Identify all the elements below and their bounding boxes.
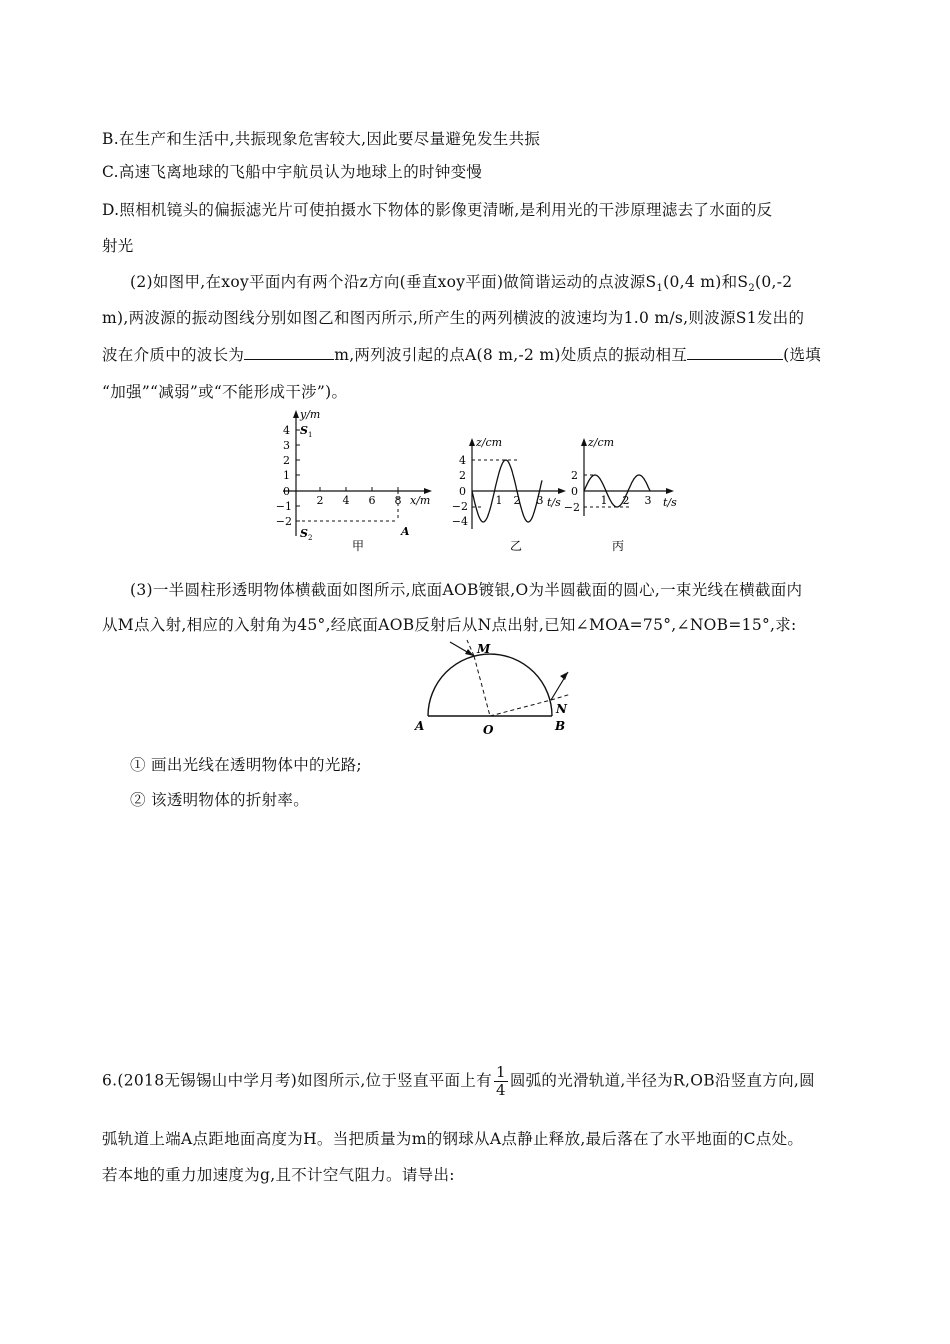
jia-s2-sub: 2 — [308, 534, 313, 542]
yi-caption: 乙 — [509, 539, 523, 553]
part2-line3-a: 波在介质中的波长为 — [102, 346, 245, 364]
part2-line1-c: (0,-2 — [754, 273, 793, 291]
jia-s1-sub: 1 — [308, 431, 313, 439]
fraction-quarter — [494, 1064, 508, 1099]
semi-label-a: A — [415, 719, 425, 733]
jia-ytick: 1 — [283, 469, 290, 482]
subscript-2: 2 — [748, 283, 755, 295]
bing-ytick: 0 — [571, 485, 578, 498]
bing-xlabel: t/s — [663, 496, 677, 509]
jia-ytick: 0 — [283, 485, 290, 498]
part2-line3-c: (选填 — [783, 346, 822, 364]
option-d-line2: 射光 — [102, 237, 134, 255]
bing-ylabel: z/cm — [588, 436, 615, 449]
yi-ytick: 0 — [459, 485, 466, 498]
semi-label-m: M — [477, 642, 491, 656]
part3-line2: 从M点入射,相应的入射角为45°,经底面AOB反射后从N点出射,已知∠MOA=75°,∠NOB=15°,求: — [102, 616, 797, 634]
sub-question-1: ① 画出光线在透明物体中的光路; — [130, 756, 362, 774]
semi-label-o: O — [483, 723, 494, 737]
part2-line1 — [130, 270, 792, 294]
yi-ytick: 4 — [459, 454, 466, 467]
option-d-line1: D.照相机镜头的偏振滤光片可使拍摄水下物体的影像更清晰,是利用光的干涉原理滤去了水面的反 — [102, 201, 773, 219]
yi-ylabel: z/cm — [476, 436, 503, 449]
option-c: C.高速飞离地球的飞船中宇航员认为地球上的时钟变慢 — [102, 163, 483, 181]
figure-jia — [275, 404, 438, 554]
q6-line2: 弧轨道上端A点距地面高度为H。当把质量为m的钢球从A点静止释放,最后落在了水平地面的C点处。 — [102, 1130, 804, 1148]
fraction-denominator: 4 — [495, 1081, 506, 1099]
part2-line1-b: (0,4 m)和S — [663, 273, 749, 291]
bing-ytick: −2 — [563, 501, 580, 514]
jia-xtick: 8 — [394, 494, 402, 507]
part2-line3 — [102, 343, 821, 365]
yi-ytick: 2 — [459, 469, 466, 482]
part3-line1: (3)一半圆柱形透明物体横截面如图所示,底面AOB镀银,O为半圆截面的圆心,一束光线在横截面内 — [130, 581, 803, 599]
jia-ytick: −1 — [275, 500, 292, 513]
part2-line4: “加强”“减弱”或“不能形成干涉”)。 — [102, 383, 348, 401]
answer-blank-interference[interactable] — [687, 344, 783, 360]
jia-point-a: A — [401, 525, 410, 538]
jia-xtick: 2 — [316, 494, 324, 507]
q6-line1-a: 6.(2018无锡锡山中学月考)如图所示,位于竖直平面上有 — [102, 1071, 492, 1090]
jia-ytick: 4 — [283, 424, 290, 437]
yi-xlabel: t/s — [547, 496, 561, 509]
sub-question-2: ② 该透明物体的折射率。 — [130, 791, 310, 809]
yi-ytick: −2 — [451, 500, 468, 513]
semi-label-b: B — [555, 719, 566, 733]
q6-line1 — [102, 1064, 815, 1099]
jia-caption: 甲 — [351, 539, 365, 553]
yi-xtick: 3 — [536, 494, 544, 507]
jia-xtick: 4 — [342, 494, 350, 507]
figure-semicircle — [405, 636, 585, 741]
figure-yi — [450, 434, 570, 554]
yi-ytick: −4 — [451, 515, 468, 528]
figure-bing — [560, 434, 690, 554]
bing-ytick: 2 — [571, 469, 578, 482]
jia-ytick: 2 — [283, 454, 290, 467]
jia-ytick: −2 — [275, 515, 292, 528]
option-b: B.在生产和生活中,共振现象危害较大,因此要尽量避免发生共振 — [102, 130, 541, 148]
part2-line3-b: m,两列波引起的点A(8 m,-2 m)处质点的振动相互 — [334, 346, 688, 364]
part2-line1-a: (2)如图甲,在xoy平面内有两个沿z方向(垂直xoy平面)做简谐运动的点波源S — [130, 273, 657, 291]
part2-line2: m),两波源的振动图线分别如图乙和图丙所示,所产生的两列横波的波速均为1.0 m/s,则波源S1发出的 — [102, 309, 805, 327]
jia-s1: S — [300, 424, 308, 437]
jia-ytick: 3 — [283, 439, 290, 452]
jia-s2: S — [300, 527, 308, 540]
fraction-numerator: 1 — [495, 1063, 506, 1081]
q6-line3: 若本地的重力加速度为g,且不计空气阻力。请导出: — [102, 1166, 455, 1184]
yi-xtick: 2 — [513, 494, 521, 507]
jia-ylabel: y/m — [300, 408, 321, 421]
q6-line1-b: 圆弧的光滑轨道,半径为R,OB沿竖直方向,圆 — [509, 1071, 815, 1090]
bing-xtick: 2 — [622, 494, 630, 507]
semi-label-n: N — [556, 702, 567, 716]
jia-xtick: 6 — [368, 494, 376, 507]
answer-blank-wavelength[interactable] — [244, 344, 334, 360]
bing-xtick: 3 — [644, 494, 652, 507]
bing-caption: 丙 — [611, 539, 625, 553]
bing-xtick: 1 — [600, 494, 608, 507]
yi-xtick: 1 — [495, 494, 503, 507]
jia-xlabel: x/m — [410, 494, 431, 507]
subscript-1: 1 — [656, 283, 664, 295]
